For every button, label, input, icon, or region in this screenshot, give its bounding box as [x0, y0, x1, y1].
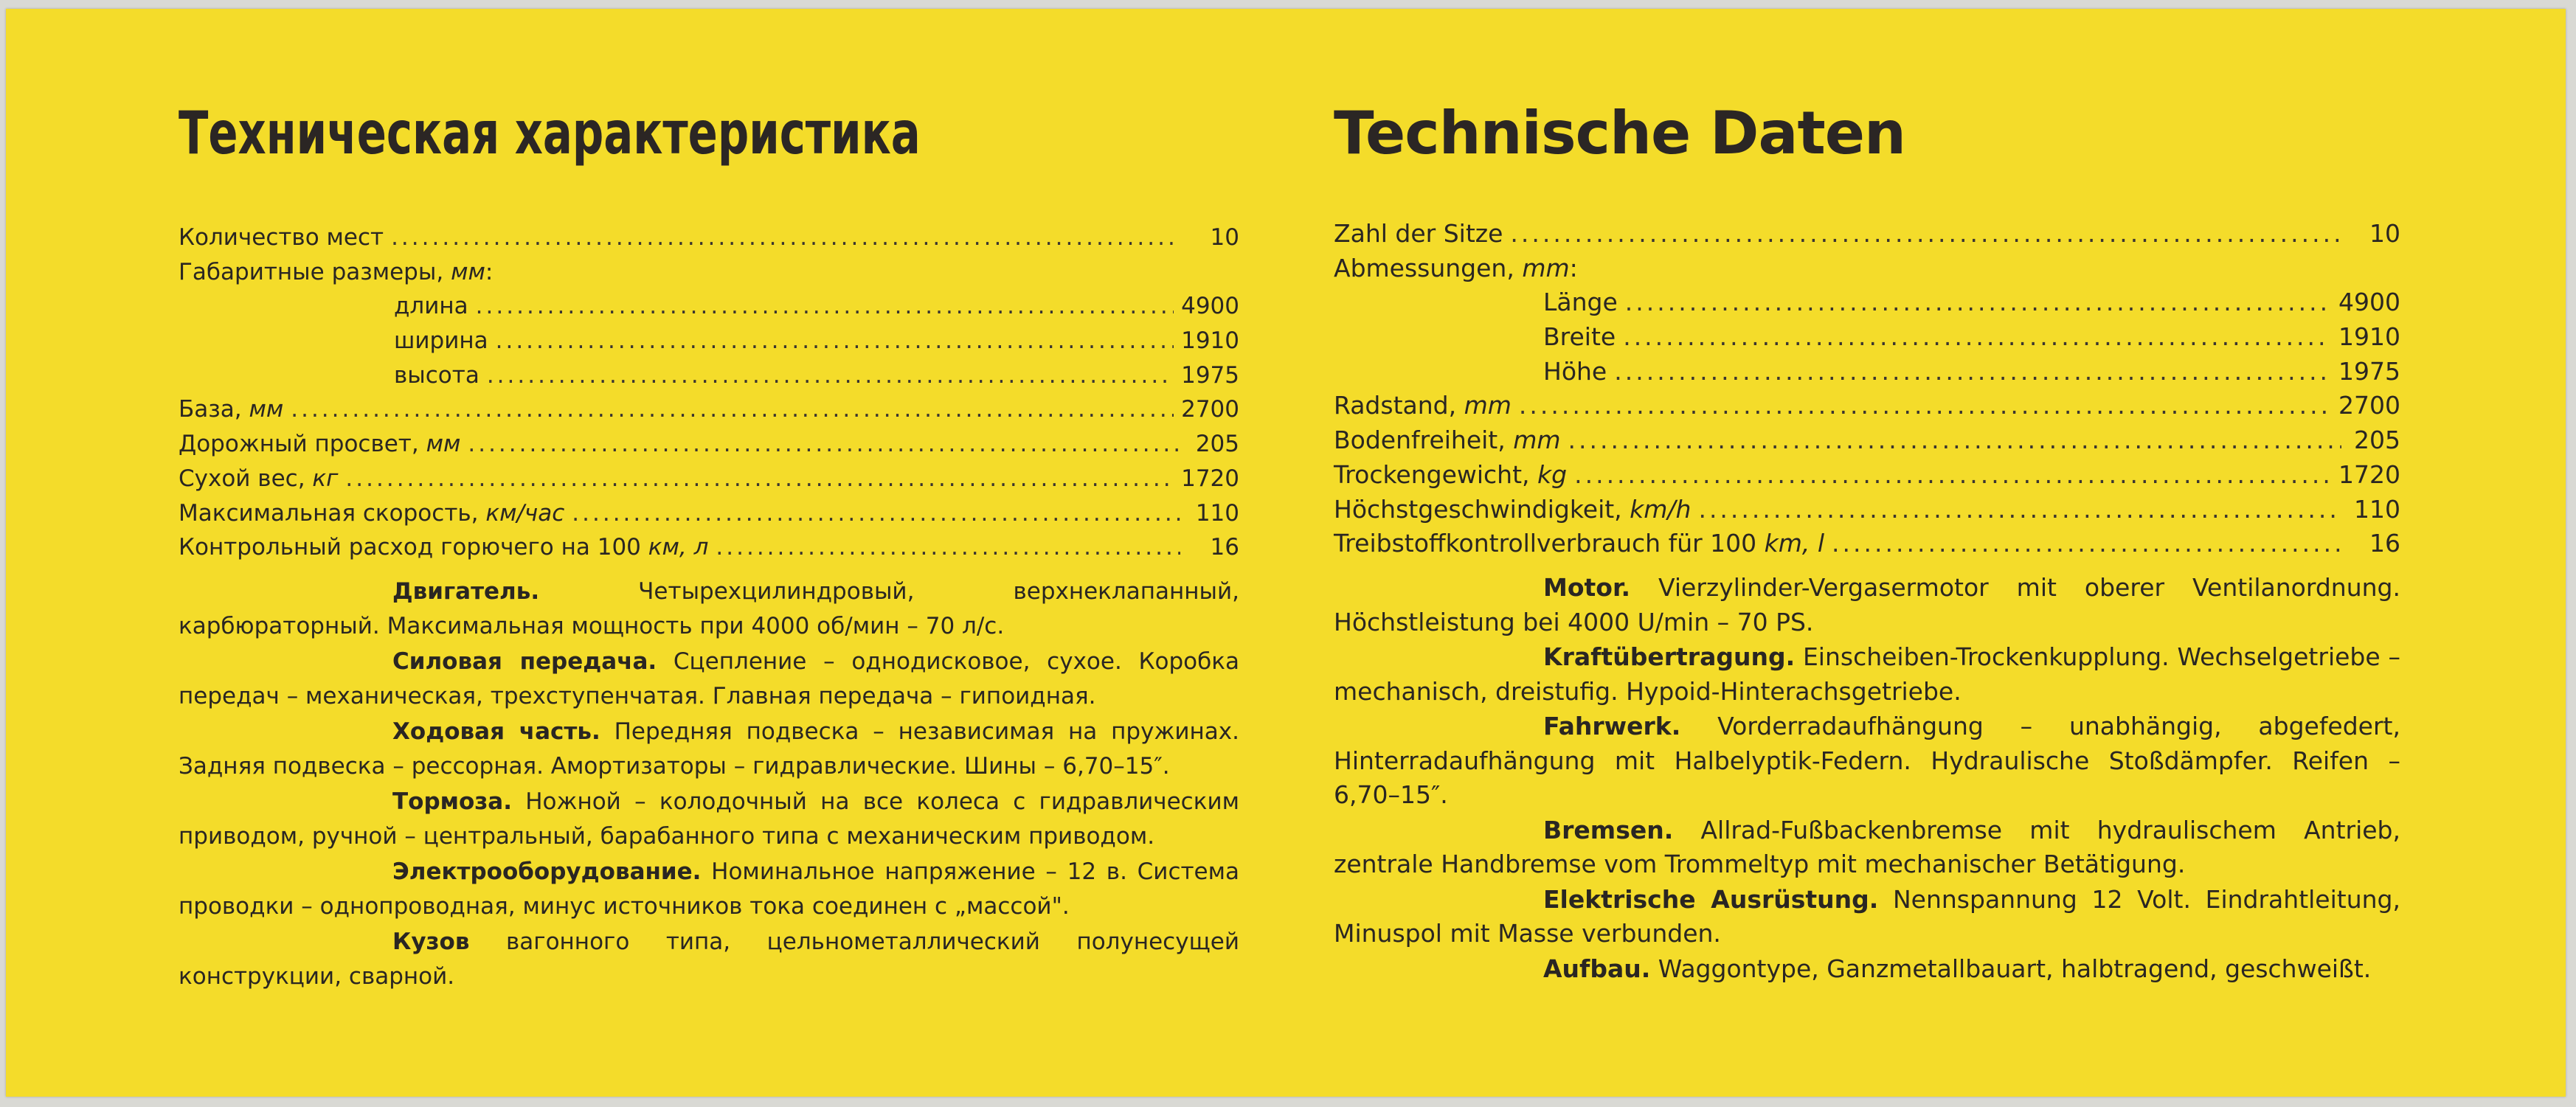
spec-paragraph [1334, 709, 2400, 813]
spec-value: 1720 [2338, 459, 2400, 489]
leader-dots [468, 427, 1180, 462]
leader-dots [1614, 355, 2331, 389]
spec-unit: кг [312, 465, 339, 492]
spec-row [179, 496, 1239, 531]
paragraph-heading: Электрооборудование. [392, 858, 702, 885]
spec-label: ширина [394, 327, 488, 355]
paragraph-heading: Kraftübertragung. [1543, 642, 1796, 671]
spec-value: 1975 [2338, 356, 2400, 386]
spec-value: 16 [1210, 534, 1239, 561]
brochure-page [6, 9, 2566, 1097]
spec-label: Дорожный просвет, мм [179, 431, 461, 458]
spec-row [1334, 355, 2400, 389]
spec-row [179, 221, 1239, 255]
spec-unit: км, л [648, 534, 709, 561]
spec-label: Bodenfreiheit, mm [1334, 426, 1561, 455]
spec-paragraph [179, 785, 1239, 854]
spec-paragraph [1334, 813, 2400, 882]
leader-dots [1625, 285, 2331, 320]
spec-label: Länge [1543, 288, 1618, 317]
spec-paragraph [179, 575, 1239, 644]
spec-value: 16 [2369, 529, 2400, 558]
spec-value: 1720 [1181, 465, 1239, 492]
leader-dots [391, 221, 1180, 255]
leader-dots [476, 289, 1174, 324]
paragraph-text: Передняя подвеска – независимая на пружинах. Задняя подвеска – рессорная. Амортизаторы – гидравлические. Шины – 6,70–15″. [179, 718, 1239, 780]
spec-value: 1910 [2338, 322, 2400, 352]
leader-dots [1510, 217, 2341, 251]
spec-row [1334, 423, 2400, 458]
spec-unit: км/час [485, 499, 565, 527]
spec-label: Radstand, mm [1334, 391, 1512, 420]
leader-dots [1574, 458, 2331, 493]
spec-value: 2700 [2338, 391, 2400, 420]
spec-paragraph [179, 715, 1239, 784]
leader-dots [291, 392, 1174, 427]
spec-row [179, 530, 1239, 565]
spec-row [179, 358, 1239, 393]
spec-label: База, мм [179, 396, 284, 423]
spec-value: 4900 [1181, 293, 1239, 320]
spec-label: Trockengewicht, kg [1334, 459, 1568, 489]
spec-value: 1975 [1181, 361, 1239, 389]
spec-paragraph [1334, 571, 2400, 639]
spec-row [179, 392, 1239, 427]
paragraph-text: Einscheiben-Trockenkupplung. Wechselgetriebe – mechanisch, dreistufig. Hypoid-Hinterachsgetriebe. [1334, 642, 2400, 706]
spec-value: 2700 [1181, 396, 1239, 423]
spec-label: высота [394, 361, 479, 389]
paragraph-heading: Aufbau. [1543, 954, 1651, 983]
spec-row [179, 255, 1239, 290]
spec-row [179, 289, 1239, 324]
spec-unit: mm [1513, 426, 1561, 455]
paragraph-heading: Ходовая часть. [392, 718, 600, 745]
spec-row [1334, 527, 2400, 561]
leader-dots [572, 496, 1180, 531]
spec-paragraph [179, 855, 1239, 924]
leader-dots [716, 530, 1180, 565]
paragraph-text: Четырехцилиндровый, верхнеклапанный, карбюраторный. Максимальная мощность при 4000 об/мин – 70 л/с. [179, 578, 1239, 639]
spec-list-russian [179, 221, 1239, 565]
spec-value: 10 [1210, 224, 1239, 251]
spec-unit: mm [1522, 253, 1570, 282]
spec-unit: мм [451, 258, 485, 285]
paragraph-heading: Elektrische Ausrüstung. [1543, 884, 1879, 914]
paragraph-text: Номинальное напряжение – 12 в. Система проводки – однопроводная, минус источников тока соединен с „массой". [179, 858, 1239, 920]
leader-dots [1623, 320, 2331, 355]
spec-paragraph [179, 925, 1239, 994]
description-russian [179, 575, 1239, 995]
leader-dots [1519, 389, 2331, 423]
paragraph-text: Nennspannung 12 Volt. Eindrahtleitung, Minuspol mit Masse verbunden. [1334, 884, 2400, 948]
spec-unit: мм [426, 431, 461, 458]
spec-paragraph [1334, 883, 2400, 951]
paragraph-heading: Тормоза. [392, 788, 512, 815]
spec-unit: kg [1537, 459, 1568, 489]
spec-row [179, 462, 1239, 496]
spec-value: 110 [2354, 494, 2400, 524]
paragraph-heading: Двигатель. [392, 578, 540, 605]
spec-row [1334, 251, 2400, 286]
paragraph-text: Vierzylinder-Vergasermotor mit oberer Ventilanordnung. Höchstleistung bei 4000 U/min – 70 PS. [1334, 573, 2400, 636]
spec-value: 205 [1195, 431, 1239, 458]
spec-row [179, 427, 1239, 462]
spec-unit: mm [1464, 391, 1512, 420]
leader-dots [1832, 527, 2341, 561]
spec-row [1334, 285, 2400, 320]
spec-label: Габаритные размеры, мм: [179, 258, 494, 285]
spec-unit: km/h [1630, 494, 1692, 524]
spec-label: Abmessungen, mm: [1334, 253, 1578, 282]
spec-row [1334, 389, 2400, 423]
spec-label: Höchstgeschwindigkeit, km/h [1334, 494, 1692, 524]
paragraph-heading: Кузов [392, 929, 470, 955]
spec-label: Количество мест [179, 224, 384, 251]
paragraph-heading: Fahrwerk. [1543, 712, 1681, 740]
spec-row [1334, 458, 2400, 493]
paragraph-text: Ножной – колодочный на все колеса с гидравлическим приводом, ручной – центральный, барабанного типа с механическим приводом. [179, 788, 1239, 850]
spec-list-german [1334, 217, 2400, 561]
spec-label: Treibstoffkontrollverbrauch für 100 km, l [1334, 529, 1825, 558]
spec-label: Zahl der Sitze [1334, 219, 1503, 248]
paragraph-heading: Motor. [1543, 573, 1631, 602]
paragraph-text: Allrad-Fußbackenbremse mit hydraulischem Antrieb, zentrale Handbremse vom Trommeltyp mit mechanischer Betätigung. [1334, 815, 2400, 878]
spec-label: Максимальная скорость, км/час [179, 499, 565, 527]
spec-row [1334, 493, 2400, 527]
spec-label: Breite [1543, 322, 1616, 352]
spec-value: 110 [1195, 499, 1239, 527]
spec-value: 205 [2354, 426, 2400, 455]
leader-dots [345, 462, 1174, 496]
spec-paragraph [179, 645, 1239, 714]
page-title-german: Technische Daten [1334, 99, 1905, 167]
spec-label: длина [394, 293, 468, 320]
paragraph-text: Vorderradaufhängung – unabhängig, abgefedert, Hinterradaufhängung mit Halbelyptik-Federn. Hydraulische Stoßdämpfer. Reifen – 6,70–15″. [1334, 712, 2400, 809]
spec-label: Höhe [1543, 356, 1607, 386]
spec-unit: km, l [1764, 529, 1825, 558]
spec-unit: мм [249, 396, 284, 423]
leader-dots [1568, 423, 2341, 458]
spec-paragraph [1334, 640, 2400, 709]
description-german [1334, 571, 2400, 987]
spec-label: Контрольный расход горючего на 100 км, л [179, 534, 709, 561]
spec-paragraph [1334, 952, 2400, 987]
spec-row [1334, 217, 2400, 251]
spec-value: 1910 [1181, 327, 1239, 355]
spec-row [1334, 320, 2400, 355]
spec-value: 10 [2369, 219, 2400, 248]
leader-dots [496, 324, 1174, 358]
spec-label: Сухой вес, кг [179, 465, 339, 492]
paragraph-text: Waggontype, Ganzmetallbauart, halbtragend, geschweißt. [1650, 954, 2372, 983]
page-title-russian: Техническая характеристика [179, 99, 921, 167]
paragraph-heading: Силовая передача. [392, 648, 657, 675]
leader-dots [487, 358, 1174, 393]
paragraph-text: Сцепление – однодисковое, сухое. Коробка передач – механическая, трехступенчатая. Главная передача – гипоидная. [179, 648, 1239, 709]
spec-value: 4900 [2338, 288, 2400, 317]
paragraph-text: вагонного типа, цельнометаллический полунесущей конструкции, сварной. [179, 929, 1239, 990]
spec-row [179, 324, 1239, 358]
paragraph-heading: Bremsen. [1543, 815, 1674, 844]
leader-dots [1698, 493, 2341, 527]
